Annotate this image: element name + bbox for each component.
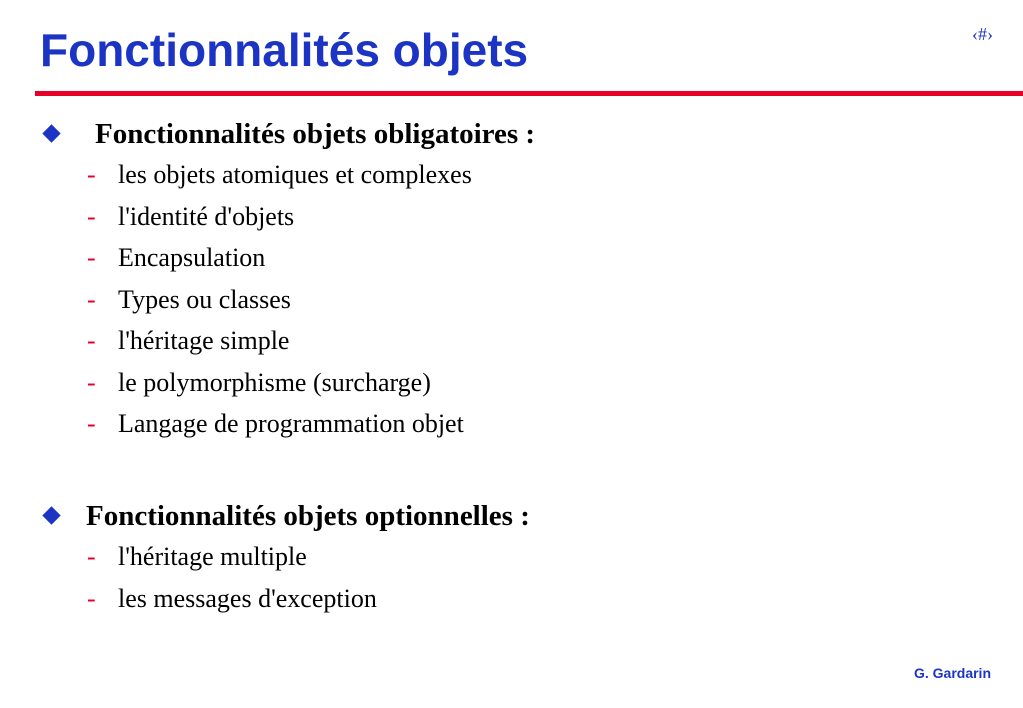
dash-bullet-icon: -	[87, 284, 96, 314]
dash-bullet-icon: -	[87, 326, 96, 355]
list-item	[0, 363, 1023, 405]
list-item	[0, 280, 1023, 322]
section-heading: Fonctionnalités objets obligatoires :	[95, 118, 536, 150]
list-item	[0, 238, 1023, 280]
list-item-text: les objets atomiques et complexes	[118, 160, 472, 189]
list-item-text: l'héritage simple	[118, 326, 290, 355]
dash-bullet-icon: -	[87, 201, 96, 231]
dash-bullet-icon: -	[87, 367, 96, 397]
section-mandatory	[0, 115, 1023, 446]
list-item	[0, 155, 1023, 197]
list-item	[0, 321, 1023, 363]
dash-bullet-icon: -	[87, 409, 96, 438]
list-item-text: Types ou classes	[118, 284, 291, 314]
list-item	[0, 404, 1023, 446]
list-item	[0, 197, 1023, 239]
diamond-bullet-icon	[42, 506, 60, 524]
title-divider	[35, 91, 1023, 96]
diamond-bullet-icon	[42, 124, 60, 142]
dash-bullet-icon: -	[87, 160, 96, 189]
author-footer: G. Gardarin	[913, 665, 991, 681]
list-item-text: les messages d'exception	[118, 583, 377, 613]
section-heading-row	[0, 115, 1023, 155]
item-list	[0, 537, 1023, 620]
item-list	[0, 155, 1023, 446]
list-item-text: l'identité d'objets	[118, 201, 295, 231]
section-heading: Fonctionnalités objets optionnelles :	[86, 500, 530, 532]
list-item-text: l'héritage multiple	[118, 542, 307, 571]
list-item	[0, 579, 1023, 621]
section-optional	[0, 497, 1023, 620]
list-item-text: le polymorphisme (surcharge)	[118, 367, 431, 397]
slide-number: ‹#›	[972, 24, 993, 44]
dash-bullet-icon: -	[87, 542, 96, 571]
slide-title: Fonctionnalités objets	[40, 24, 529, 76]
list-item	[0, 537, 1023, 579]
dash-bullet-icon: -	[87, 583, 96, 613]
dash-bullet-icon: -	[87, 243, 96, 272]
section-heading-row	[0, 497, 1023, 537]
list-item-text: Encapsulation	[118, 243, 266, 272]
list-item-text: Langage de programmation objet	[118, 409, 464, 438]
